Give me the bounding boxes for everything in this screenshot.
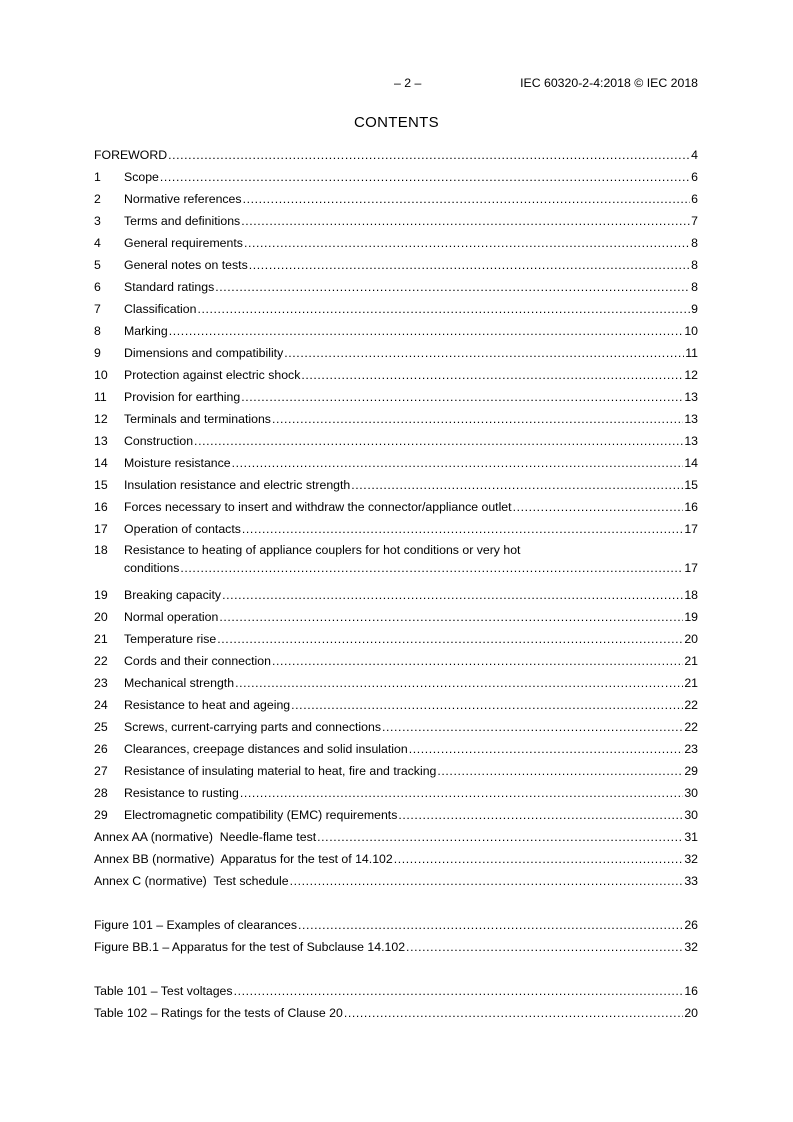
leader-dots [232, 452, 684, 474]
leader-dots [284, 342, 684, 364]
toc-entry-page: 10 [684, 324, 698, 338]
toc-entry-text: Dimensions and compatibility [124, 346, 284, 360]
leader-dots [241, 386, 683, 408]
toc-entry-text-continued: conditions [124, 561, 180, 575]
page-number: – 2 – [394, 76, 422, 90]
leader-dots [242, 518, 683, 540]
toc-entry-text: Figure BB.1 – Apparatus for the test of Subclause 14.102 [94, 940, 406, 954]
toc-entry-15[interactable] [94, 474, 698, 496]
toc-entry-page: 20 [684, 1006, 698, 1020]
toc-entry-text: Forces necessary to insert and withdraw the connector/appliance outlet [124, 500, 512, 514]
toc-entry-text: Standard ratings [124, 280, 215, 294]
toc-entry-number: 3 [94, 214, 101, 228]
toc-entry-page: 14 [684, 456, 698, 470]
toc-entry-page: 17 [684, 522, 698, 536]
toc-entry-24[interactable] [94, 694, 698, 716]
section-gap [94, 958, 698, 980]
toc-entry-number: 20 [94, 610, 108, 624]
toc-entry-text: Mechanical strength [124, 676, 235, 690]
leader-dots [240, 782, 683, 804]
toc-entry-text: Resistance to rusting [124, 786, 239, 800]
toc-entry-13[interactable] [94, 430, 698, 452]
toc-entry-page: 16 [684, 500, 698, 514]
toc-figure-bb1[interactable] [94, 936, 698, 958]
toc-entry-text: Clearances, creepage distances and solid insulation [124, 742, 408, 756]
leader-dots [197, 298, 690, 320]
toc-entry-text: Figure 101 – Examples of clearances [94, 918, 298, 932]
toc-entry-number: 9 [94, 346, 101, 360]
toc-entry-number: 15 [94, 478, 108, 492]
leader-dots [291, 694, 683, 716]
toc-entry-text: Operation of contacts [124, 522, 241, 536]
toc-annex-c[interactable] [94, 870, 698, 892]
toc-entry-11[interactable] [94, 386, 698, 408]
toc-entry-page: 21 [684, 654, 698, 668]
toc-entry-page: 26 [684, 918, 698, 932]
leader-dots [437, 760, 683, 782]
toc-entry-4[interactable] [94, 232, 698, 254]
toc-entry-page: 33 [684, 874, 698, 888]
toc-entry-number: 14 [94, 456, 108, 470]
toc-entry-text: Provision for earthing [124, 390, 241, 404]
toc-entry-text: Protection against electric shock [124, 368, 301, 382]
toc-entry-17[interactable] [94, 518, 698, 540]
toc-entry-page: 19 [684, 610, 698, 624]
toc-entry-number: 12 [94, 412, 108, 426]
leader-dots [217, 628, 683, 650]
section-gap [94, 892, 698, 914]
toc-entry-text: Scope [124, 170, 159, 184]
toc-entry-page: 18 [684, 588, 698, 602]
toc-entry-page: 22 [684, 720, 698, 734]
toc-entry-page: 22 [684, 698, 698, 712]
leader-dots [290, 870, 684, 892]
leader-dots [249, 254, 690, 276]
leader-dots [513, 496, 684, 518]
toc-entry-text: Insulation resistance and electric strength [124, 478, 351, 492]
leader-dots [298, 914, 683, 936]
toc-entry-number: 2 [94, 192, 101, 206]
toc-entry-text: Screws, current-carrying parts and connections [124, 720, 381, 734]
toc-entry-number: 27 [94, 764, 108, 778]
toc-entry-text: Breaking capacity [124, 588, 222, 602]
toc-entry-1[interactable] [94, 166, 698, 188]
leader-dots [406, 936, 683, 958]
toc-entry-line-1 [94, 540, 698, 560]
toc-entry-text: Annex C (normative) Test schedule [94, 874, 289, 888]
toc-entry-text: Marking [124, 324, 168, 338]
toc-entry-9[interactable] [94, 342, 698, 364]
toc-entry-page: 23 [684, 742, 698, 756]
leader-dots [235, 672, 683, 694]
toc-entry-number: 1 [94, 170, 101, 184]
toc-entry-text: Moisture resistance [124, 456, 231, 470]
toc-entry-25[interactable] [94, 716, 698, 738]
toc-entry-20[interactable] [94, 606, 698, 628]
toc-entry-page: 30 [684, 808, 698, 822]
toc-entry-foreword[interactable] [94, 144, 698, 166]
toc-entry-number: 7 [94, 302, 101, 316]
toc-entry-page: 29 [684, 764, 698, 778]
leader-dots [382, 716, 683, 738]
toc-entry-23[interactable] [94, 672, 698, 694]
toc-entry-26[interactable] [94, 738, 698, 760]
toc-annex-bb[interactable] [94, 848, 698, 870]
table-of-contents [94, 144, 698, 1024]
toc-entry-page: 20 [684, 632, 698, 646]
toc-entry-line-2 [94, 560, 698, 580]
toc-entry-number: 28 [94, 786, 108, 800]
toc-annex-aa[interactable] [94, 826, 698, 848]
toc-entry-text: Table 101 – Test voltages [94, 984, 233, 998]
toc-entry-text: Terminals and terminations [124, 412, 271, 426]
toc-entry-text: Annex BB (normative) Apparatus for the test of 14.102 [94, 852, 393, 866]
leader-dots [344, 1002, 683, 1024]
toc-entry-number: 22 [94, 654, 108, 668]
toc-entry-page: 6 [691, 170, 698, 184]
toc-entry-number: 24 [94, 698, 108, 712]
document-id: IEC 60320-2-4:2018 © IEC 2018 [520, 76, 698, 90]
toc-entry-number: 23 [94, 676, 108, 690]
toc-figure-101[interactable] [94, 914, 698, 936]
toc-entry-number: 17 [94, 522, 108, 536]
toc-entry-text: Normative references [124, 192, 242, 206]
toc-entry-page: 17 [684, 561, 698, 575]
toc-entry-page: 13 [684, 412, 698, 426]
leader-dots [272, 650, 683, 672]
toc-entry-21[interactable] [94, 628, 698, 650]
toc-entry-page: 8 [691, 236, 698, 250]
toc-entry-page: 31 [684, 830, 698, 844]
toc-entry-text: Resistance to heat and ageing [124, 698, 291, 712]
toc-entry-text: Table 102 – Ratings for the tests of Clause 20 [94, 1006, 343, 1020]
toc-entry-number: 21 [94, 632, 108, 646]
leader-dots [272, 408, 683, 430]
toc-entry-page: 8 [691, 280, 698, 294]
toc-entry-number: 16 [94, 500, 108, 514]
toc-entry-22[interactable] [94, 650, 698, 672]
toc-entry-number: 5 [94, 258, 101, 272]
leader-dots [301, 364, 683, 386]
toc-entry-12[interactable] [94, 408, 698, 430]
toc-entry-27[interactable] [94, 760, 698, 782]
toc-entry-number: 25 [94, 720, 108, 734]
toc-entry-18[interactable] [94, 540, 698, 584]
page-header [94, 76, 698, 92]
toc-entry-10[interactable] [94, 364, 698, 386]
toc-entry-2[interactable] [94, 188, 698, 210]
toc-entry-page: 8 [691, 258, 698, 272]
toc-entry-page: 30 [684, 786, 698, 800]
toc-entry-page: 32 [684, 940, 698, 954]
toc-entry-number: 6 [94, 280, 101, 294]
leader-dots [234, 980, 684, 1002]
leader-dots [351, 474, 683, 496]
toc-entry-text: FOREWORD [94, 148, 168, 162]
toc-entry-number: 8 [94, 324, 101, 338]
toc-entry-number: 19 [94, 588, 108, 602]
toc-entry-page: 13 [684, 434, 698, 448]
leader-dots [194, 430, 683, 452]
leader-dots [317, 826, 683, 848]
toc-entry-page: 6 [691, 192, 698, 206]
toc-entry-text: Temperature rise [124, 632, 217, 646]
toc-entry-29[interactable] [94, 804, 698, 826]
toc-entry-28[interactable] [94, 782, 698, 804]
toc-entry-number: 11 [94, 390, 107, 404]
leader-dots [219, 606, 683, 628]
toc-entry-text: Cords and their connection [124, 654, 271, 668]
leader-dots [244, 232, 690, 254]
toc-entry-number: 10 [94, 368, 108, 382]
leader-dots [222, 584, 683, 606]
toc-entry-19[interactable] [94, 584, 698, 606]
toc-entry-text: Electromagnetic compatibility (EMC) requirements [124, 808, 398, 822]
toc-table-101[interactable] [94, 980, 698, 1002]
toc-entry-text: Construction [124, 434, 194, 448]
leader-dots [394, 848, 684, 870]
toc-entry-text: Classification [124, 302, 197, 316]
toc-entry-number: 18 [94, 543, 108, 557]
toc-entry-number: 4 [94, 236, 101, 250]
toc-entry-7[interactable] [94, 298, 698, 320]
leader-dots [409, 738, 684, 760]
toc-entry-page: 13 [684, 390, 698, 404]
toc-entry-8[interactable] [94, 320, 698, 342]
toc-entry-text: Terms and definitions [124, 214, 241, 228]
leader-dots [180, 560, 683, 576]
leader-dots [169, 320, 684, 342]
toc-entry-page: 16 [684, 984, 698, 998]
toc-entry-page: 7 [691, 214, 698, 228]
leader-dots [241, 210, 690, 232]
toc-entry-page: 12 [684, 368, 698, 382]
toc-entry-14[interactable] [94, 452, 698, 474]
toc-entry-text: Resistance of insulating material to heat, fire and tracking [124, 764, 437, 778]
toc-entry-3[interactable] [94, 210, 698, 232]
toc-entry-page: 32 [684, 852, 698, 866]
toc-entry-text: Resistance to heating of appliance couplers for hot conditions or very hot [124, 543, 521, 557]
toc-entry-page: 9 [691, 302, 698, 316]
toc-entry-number: 26 [94, 742, 108, 756]
leader-dots [398, 804, 683, 826]
toc-entry-number: 13 [94, 434, 108, 448]
toc-entry-page: 15 [684, 478, 698, 492]
leader-dots [215, 276, 690, 298]
leader-dots [243, 188, 691, 210]
leader-dots [168, 144, 690, 166]
toc-entry-text: General requirements [124, 236, 243, 250]
toc-entry-text: General notes on tests [124, 258, 248, 272]
toc-entry-page: 11 [685, 346, 698, 360]
toc-table-102[interactable] [94, 1002, 698, 1024]
toc-entry-16[interactable] [94, 496, 698, 518]
toc-entry-page: 4 [691, 148, 698, 162]
toc-entry-text: Normal operation [124, 610, 219, 624]
leader-dots [160, 166, 690, 188]
toc-entry-number: 29 [94, 808, 108, 822]
contents-title: CONTENTS [354, 114, 439, 131]
toc-entry-page: 21 [684, 676, 698, 690]
toc-entry-6[interactable] [94, 276, 698, 298]
toc-entry-text: Annex AA (normative) Needle-flame test [94, 830, 317, 844]
toc-entry-5[interactable] [94, 254, 698, 276]
